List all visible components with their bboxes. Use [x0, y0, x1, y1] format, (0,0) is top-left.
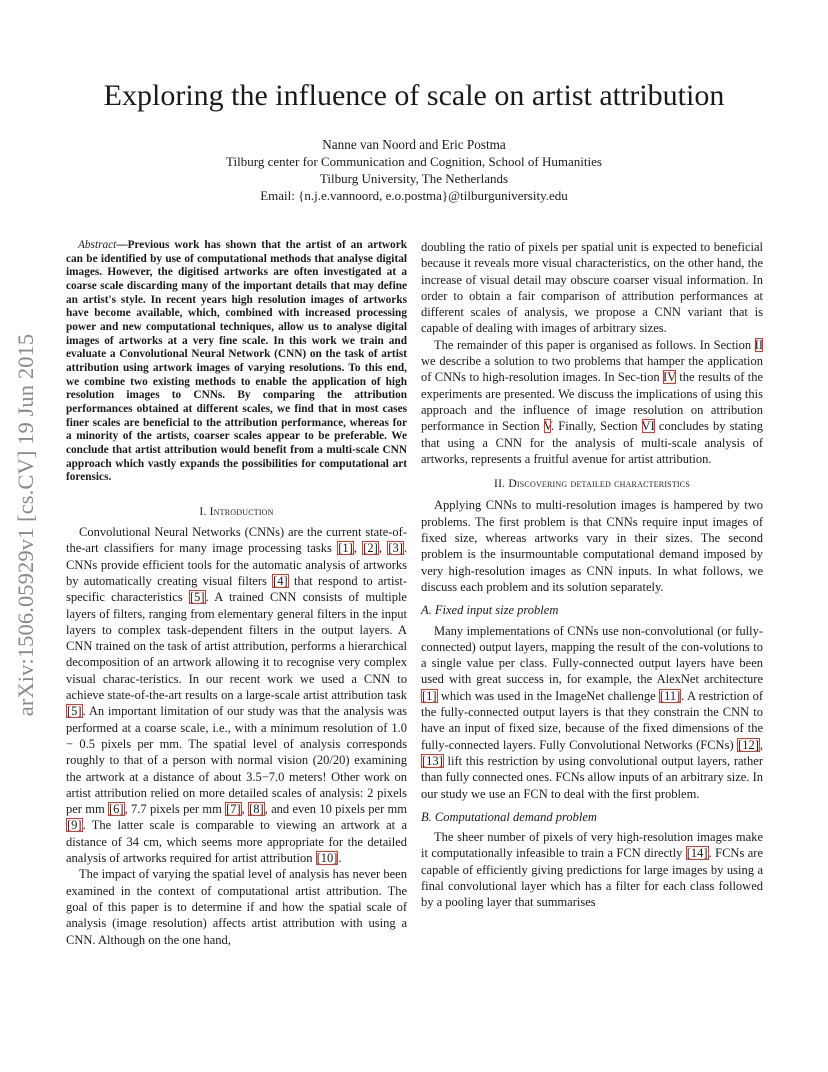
citation-link[interactable]: [1]	[338, 541, 353, 556]
affiliation-line-1: Tilburg center for Communication and Cognition, School of Humanities	[226, 154, 602, 169]
citation-link[interactable]: [13]	[422, 753, 443, 768]
section-link[interactable]: IV	[662, 370, 676, 385]
arxiv-stamp-text: arXiv:1506.05929v1 [cs.CV] 19 Jun 2015	[13, 333, 38, 717]
citation-link[interactable]: [11]	[659, 688, 681, 703]
section-link[interactable]: V	[543, 419, 551, 434]
subsection-heading-a: A. Fixed input size problem	[421, 603, 559, 618]
text-run: , and even 10 pixels per mm	[264, 802, 407, 817]
citation-link[interactable]: [5]	[67, 704, 82, 719]
right-column	[421, 239, 763, 911]
citation-link[interactable]: [12]	[738, 737, 759, 752]
text-run: which was used in the ImageNet challenge	[437, 688, 659, 703]
intro-paragraph-2: The impact of varying the spatial level of analysis has never been examined in the context of computational artist attribution. The goal of this paper is to determine if and how the spatial scale of analysis (image resolution) affects artist attribution with using a CNN. Although on the one hand,	[66, 867, 407, 947]
text-run: The remainder of this paper is organised as follows. In Section	[434, 337, 755, 352]
text-run: Convolutional Neural Networks (CNNs) are the current state-of-the-art classifiers for many image processing tasks	[66, 525, 407, 556]
text-run: that respond to artist-specific characteristics	[66, 574, 407, 605]
text-run: ,	[353, 541, 363, 556]
citation-link[interactable]: [2]	[363, 541, 378, 556]
paper-title: Exploring the influence of scale on artist attribution	[103, 79, 725, 112]
subsection-b-paragraph	[421, 829, 763, 910]
arxiv-identifier-stamp	[6, 290, 46, 760]
text-run: concludes by stating that using a CNN for the analysis of multi-scale analysis of artworks, represents a fruitful avenue for artist attribution.	[421, 419, 763, 466]
text-run: . An important limitation of our study was that the analysis was performed at a coarse scale, i.e., with a minimum resolution of 1.0 − 0.5 pixels per mm. The spatial level of analysis corresponds roughly to that of a person with normal vision (20/20) examining the artwork at a distance of about 3.5−7.0 meters! Other work on artist attribution relied on more detailed scales of analysis: 2 pixels per mm	[66, 704, 407, 817]
affiliation-line-2: Tilburg University, The Netherlands	[319, 171, 509, 186]
citation-link[interactable]: [5]	[189, 590, 205, 605]
citation-link[interactable]: [14]	[686, 846, 708, 861]
left-column	[66, 239, 407, 948]
citation-link[interactable]: [10]	[316, 851, 338, 866]
text-run: . A restriction of the fully-connected output layers is that they constrain the CNN to have an input of fixed size, because of the fixed dimensions of the fully-connected layers. Fully Convolutional Networks (FCNs)	[421, 688, 763, 752]
citation-link[interactable]: [7]	[226, 802, 241, 817]
section-link[interactable]: II	[754, 337, 763, 352]
citation-link[interactable]: [1]	[422, 688, 437, 703]
section-link[interactable]: VI	[641, 419, 655, 434]
intro-paragraph-1	[66, 524, 407, 866]
text-run: we describe a solution to two problems that hamper the application of CNNs to high-resolution images. In Sec-tion	[421, 354, 763, 385]
text-run: . The latter scale is comparable to viewing an artwork at a distance of 34 cm, which seems more appropriate for the detailed analysis of artworks required for artist attribution	[66, 818, 407, 866]
citation-link[interactable]: [8]	[249, 802, 264, 817]
author-names: Nanne van Noord and Eric Postma	[322, 137, 506, 152]
text-run: the results of the experiments are presented. We discuss the implications of using this approach and the influence of image resolution on attribution performance in Section	[421, 370, 764, 434]
text-run: Many implementations of CNNs use non-convolutional (or fully-connected) output layers, mapping the result of the con-volutions to a single value per class. Fully-connected output layers have been used with great success in, for example, the AlexNet architecture	[421, 623, 763, 687]
text-run: .	[338, 851, 342, 866]
citation-link[interactable]: [9]	[67, 818, 82, 833]
text-run: ,	[378, 541, 388, 556]
text-run: . A trained CNN consists of multiple layers of filters, ranging from elementary general filters in the input layers to complex task-dependent filters in the output layers. A CNN trained on the task of artist attribution, performs a hierarchical decomposition of an artwork allowing it to recognise very complex visual charac-teristics. In our recent work we used a CNN to achieve state-of-the-art results on a large-scale artist attribution task	[66, 590, 407, 703]
citation-link[interactable]: [4]	[273, 574, 288, 588]
author-block	[0, 136, 828, 204]
text-run: . FCNs are capable of efficiently giving predictions for large images by using a final convolutional layer which has a filter for each class followed by a pooling layer that summarises	[421, 846, 763, 910]
subsection-heading-b: B. Computational demand problem	[421, 809, 597, 824]
text-run: . Finally, Section	[551, 419, 642, 434]
section-2-paragraph-1: Applying CNNs to multi-resolution images is hampered by two problems. The first problem is that CNNs require input images of fixed size, whereas artworks vary in their sizes. The second problem is the insurmountable computational demand imposed by very high-resolution images as CNN inputs. In what follows, we discuss each problem and its solution separately.	[421, 498, 763, 594]
abstract-label: Abstract	[78, 239, 117, 251]
citation-link[interactable]: [6]	[109, 802, 124, 817]
text-run: ,	[241, 802, 249, 817]
abstract	[66, 239, 407, 485]
text-run: . CNNs provide efficient tools for the automatic analysis of artworks by automatically creating visual filters	[66, 541, 407, 588]
text-run: lift this restriction by using convolutional output layers, rather than fully connected ones. FCNs allow inputs of an arbitrary size. In our study we use an FCN to deal with the first problem.	[421, 753, 763, 801]
intro-paragraph-continued: doubling the ratio of pixels per spatial unit is expected to beneficial because it reveals more visual characteristics, on the other hand, the increase of visual detail may obscure coarser visual information. In order to obtain a fair comparison of attribution performances at different scales of analysis, we propose a CNN variant that is capable of dealing with images of arbitrary sizes.	[421, 240, 763, 336]
outline-paragraph	[421, 337, 763, 467]
section-heading-discovering: II. Discovering detailed characteristics	[494, 477, 690, 491]
section-heading-introduction: I. Introduction	[199, 504, 274, 518]
text-run: The sheer number of pixels of very high-resolution images make it computationally infeasible to train a FCN directly	[421, 830, 763, 861]
subsection-a-paragraph	[421, 623, 763, 802]
author-email: Email: {n.j.e.vannoord, e.o.postma}@tilburguniversity.edu	[260, 188, 568, 203]
abstract-text: —Previous work has shown that the artist of an artwork can be identified by use of computational methods that analyse digital images. However, the digitised artworks are often investigated at a coarse scale discarding many of the important details that may define an artist's style. In recent years high resolution images of artworks have become available, which, combined with increased processing power and new computational techniques, allow us to analyse digital images of artworks at a very fine scale. In this work we train and evaluate a Convolutional Neural Network (CNN) on the task of artist attribution using artwork images of varying resolutions. To this end, we combine two existing methods to enable the application of high resolution images to CNNs. By comparing the attribution performances obtained at different scales, we find that in most cases finer scales are beneficial to the attribution performance, whereas for a minority of the artists, coarser scales appear to be preferable. We conclude that artist attribution would benefit from a multi-scale CNN approach which vastly expands the possibilities for computational art forensics.	[66, 239, 407, 484]
text-run: , 7.7 pixels per mm	[124, 802, 226, 817]
citation-link[interactable]: [3]	[388, 541, 403, 556]
text-run: ,	[759, 737, 763, 752]
